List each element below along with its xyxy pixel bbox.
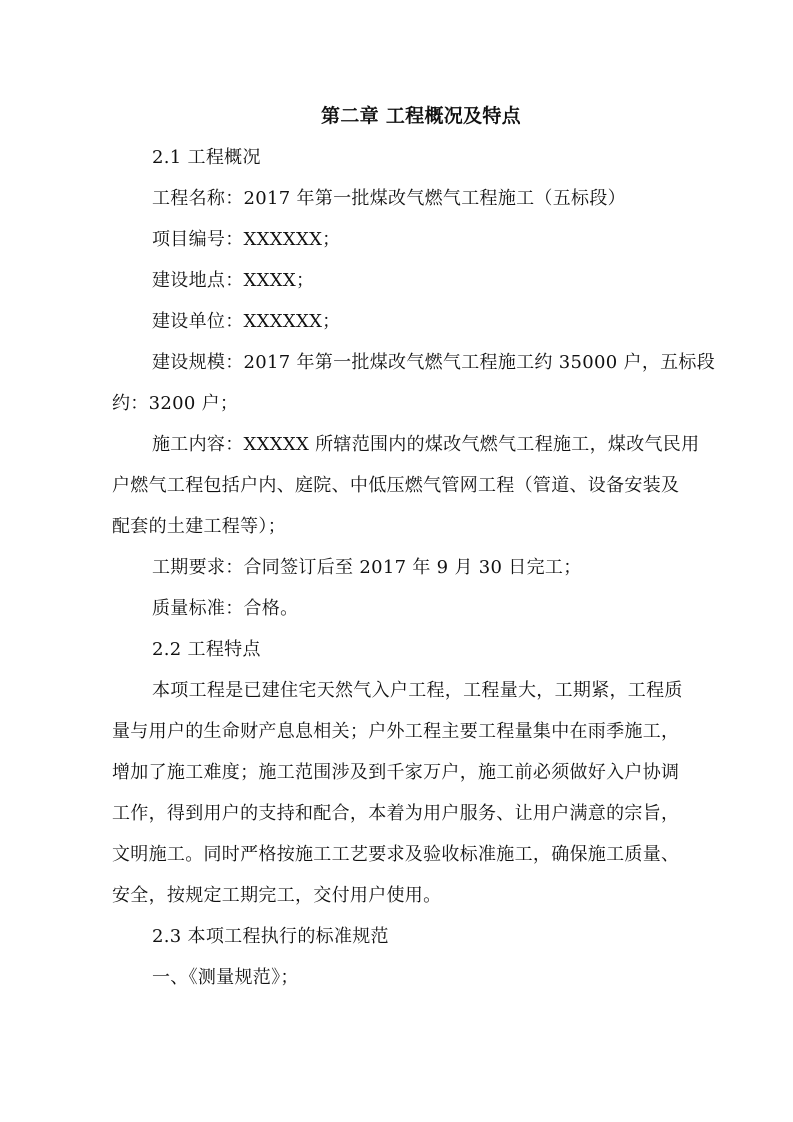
field-location: 建设地点：XXXX； (152, 270, 315, 291)
field-scale-line-1: 建设规模：2017 年第一批煤改气燃气工程施工约 35000 户，五标段 (152, 352, 716, 373)
field-quality: 质量标准：合格。 (152, 598, 299, 619)
chapter-title: 第二章 工程概况及特点 (321, 105, 521, 127)
section-heading-2-3: 2.3 本项工程执行的标准规范 (152, 926, 389, 947)
section-heading-2-2: 2.2 工程特点 (152, 639, 261, 660)
document-page (112, 96, 716, 998)
field-owner: 建设单位：XXXXXX； (152, 311, 341, 332)
features-line: 量与用户的生命财产息息相关；户外工程主要工程量集中在雨季施工， (112, 721, 680, 742)
field-content-line-1: 施工内容：XXXXX 所辖范围内的煤改气燃气工程施工，煤改气民用 (152, 434, 700, 455)
features-line: 安全，按规定工期完工，交付用户使用。 (112, 885, 442, 906)
features-line: 增加了施工难度；施工范围涉及到千家万户，施工前必须做好入户协调 (112, 762, 680, 783)
features-paragraph (112, 670, 688, 916)
field-project-name: 工程名称：2017 年第一批煤改气燃气工程施工（五标段） (152, 188, 626, 209)
field-content-line-3: 配套的土建工程等）； (112, 516, 286, 537)
field-scale-line-2: 约：3200 户； (112, 393, 239, 414)
field-project-number: 项目编号：XXXXXX； (152, 229, 341, 250)
features-line: 文明施工。同时严格按施工工艺要求及验收标准施工，确保施工质量、 (112, 844, 680, 865)
field-content (112, 424, 700, 547)
field-content-line-2: 户燃气工程包括户内、庭院、中低压燃气管网工程（管道、设备安装及 (112, 475, 680, 496)
field-schedule: 工期要求：合同签订后至 2017 年 9 月 30 日完工； (152, 557, 582, 578)
features-line: 本项工程是已建住宅天然气入户工程，工程量大，工期紧，工程质 (152, 680, 683, 701)
field-scale (112, 342, 716, 424)
features-line: 工作，得到用户的支持和配合，本着为用户服务、让用户满意的宗旨， (112, 803, 680, 824)
section-heading-2-1: 2.1 工程概况 (152, 147, 261, 168)
standards-list-item: 一、《测量规范》； (152, 967, 299, 988)
